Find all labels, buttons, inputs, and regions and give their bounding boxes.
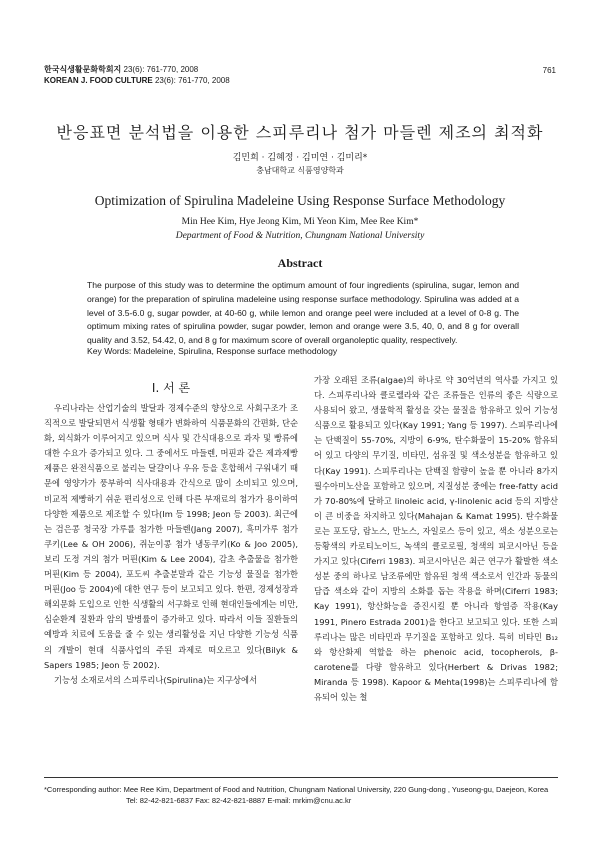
affiliation-korean: 충남대학교 식품영양학과 — [256, 166, 344, 175]
keywords: Key Words: Madeleine, Spirulina, Response surface methodology — [87, 346, 338, 356]
authors-english: Min Hee Kim, Hye Jeong Kim, Mi Yeon Kim, Mee Ree Kim* — [181, 217, 419, 227]
affiliation-english: Department of Food & Nutrition, Chungnam National University — [175, 231, 425, 241]
journal-ko-line — [44, 64, 230, 75]
authors-korean: 김민희 · 김혜정 · 김미연 · 김미리* — [232, 153, 368, 163]
journal-header — [44, 64, 230, 86]
page-number: 761 — [542, 66, 556, 75]
abstract-text: The purpose of this study was to determine the optimum amount of four ingredients (spirulina, sugar, lemon and orange) for the preparation of spirulina madeleine using response surface methodology. Spirulina was added at a level of 3.5-6.0 g, sugar powder, at 40-60 g, while lemon and orange peel were included at a level of 0-8 g. The optimum mixing rates of spirulina powder, sugar powder, lemon and orange were 3.5, 40, 0, and 8 g for overall quality and 3.52, 54.42, 0, and 8 g for maximum score of overall organoleptic quality, respectively. — [87, 280, 519, 346]
paragraph: 가장 오래된 조류(algae)의 하나로 약 30억년의 역사를 가지고 있다. 스피루리나와 클로렐라와 같은 조류들은 인류의 좋은 식량으로 사용되어 왔고, 생물학적 활성을 갖는 물질을 함유하고 있어 기능성 식품으로 활용되고 있다(Kay 1991; Yang 등 1997). 스피루리나에는 단백질이 55-70%, 지방이 6-9%, 탄수화물이 15-20% 함유되어 있고 다양의 무기질, 비타민, 섬유질 및 색소성분을 함유하고 있다(Kay 1991). 스피루리나는 단백질 함량이 높을 뿐 아니라 8가지 필수아미노산을 포함하고 있으며, 지질성분 중에는 free-fatty acid가 70-80%에 달하고 linoleic acid, γ-linolenic acid 등의 지방산이 큰 비중을 차지하고 있다(Mahajan & Kamat 1995). 탄수화물로는 포도당, 람노스, 만노스, 자일로스 등이 있고, 색소 성분으로는 등황색의 카로티노이드, 녹색의 클로로필, 청색의 피코시아닌 등을 가지고 있다(Ciferri 1983). 피코시아닌은 최근 연구가 활발한 색소 성분 중의 하나로 남조류에만 함유된 청색 색소로서 인간과 동물의 담즙 색소와 같이 지방의 소화를 돕는 작용을 하며(Ciferri 1983; Kay 1991), 항산화능을 증진시킬 뿐 아니라 항염증 작용(Kay 1991, Pinero Estrada 2001)을 한다고 보고되고 있다. 또한 스피루리나는 많은 비타민과 무기질을 포함하고 있다. 특히 비타민 B₁₂와 항산화제 역할을 하는 phenoic acid, tocopherols, β-carotene를 다량 함유하고 있다(Herbert & Drivas 1982; Miranda 등 1998). Kapoor & Mehta(1998)는 스피루리나에 함유되어 있는 철 — [314, 375, 558, 702]
title-korean: 반응표면 분석법을 이용한 스피루리나 첨가 마들렌 제조의 최적화 — [56, 123, 544, 142]
journal-issue-ko: 23(6): 761-770, 2008 — [123, 65, 199, 74]
journal-name-ko: 한국식생활문화학회지 — [44, 65, 122, 74]
body-column-left — [44, 401, 298, 688]
paragraph: 기능성 소재로서의 스피루리나(Spirulina)는 지구상에서 — [53, 674, 258, 685]
footnote-divider — [44, 777, 558, 778]
journal-issue-en: 23(6): 761-770, 2008 — [154, 76, 230, 85]
footnote-address: *Corresponding author: Mee Ree Kim, Department of Food and Nutrition, Chungnam National University, 220 Gung-dong , Yuseong-gu, Daejeon, Korea — [44, 785, 549, 794]
paragraph: 우리나라는 산업기술의 발달과 경제수준의 향상으로 사회구조가 조직적으로 발달되면서 식생활 형태가 변화하여 식품문화의 간편화, 단순화, 외식화가 이루어지고 있으며 식사 및 간식대용으로 과자 및 빵류에 대한 수요가 증가되고 있다. 그 중에서도 마들렌, 머핀과 같은 제과제빵제품은 완전식품으로 불리는 달걀이나 우유 등을 혼합해서 구워내기 때문에 영양가가 풍부하여 식사대용과 간식으로 많이 소비되고 있으며, 비교적 제빵하기 쉬운 편리성으로 인해 다른 부재료의 첨가가 용이하여 다양한 제품으로 제조할 수 있다(Im 등 1998; Jeon 등 2003). 최근에는 검은콩 청국장 가루를 첨가한 마들렌(Jang 2007), 흑미가루 첨가 쿠키(Lee & OH 2006), 쥐눈이콩 첨가 냉동쿠키(Ko & Joo 2005), 보리 도정 겨의 첨가 머핀(Kim & Lee 2004), 감초 추출물을 첨가한 머핀(Kim 등 2004), 포도씨 추출분말과 같은 기능성 물질을 첨가한 머핀(Joo 등 2004)에 대한 연구 등이 보고되고 있다. 한편, 경제성장과 해외문화 도입으로 인한 식생활의 서구화로 인해 현대인들에게는 비만, 심순환계 질환과 암의 발병률이 증가하고 있다. 따라서 이들 질환들의 예방과 치료에 도움을 줄 수 있는 생리활성을 지닌 다양한 기능성 식품의 개발이 현대 식품사업의 주된 과제로 떠오르고 있다(Bilyk & Sapers 1985; Jeon 등 2002). — [44, 403, 298, 670]
journal-en-line — [44, 75, 230, 86]
abstract-heading: Abstract — [277, 256, 323, 270]
journal-name-en: KOREAN J. FOOD CULTURE — [44, 76, 153, 85]
corresponding-author-footnote — [44, 784, 564, 806]
footnote-contact: Tel: 82-42-821-6837 Fax: 82-42-821-8887 E-mail: mrkim@cnu.ac.kr — [126, 796, 352, 805]
body-column-right — [314, 373, 558, 705]
title-english: Optimization of Spirulina Madeleine Using Response Surface Methodology — [94, 193, 506, 208]
section-heading-introduction: I. 서 론 — [151, 381, 191, 395]
